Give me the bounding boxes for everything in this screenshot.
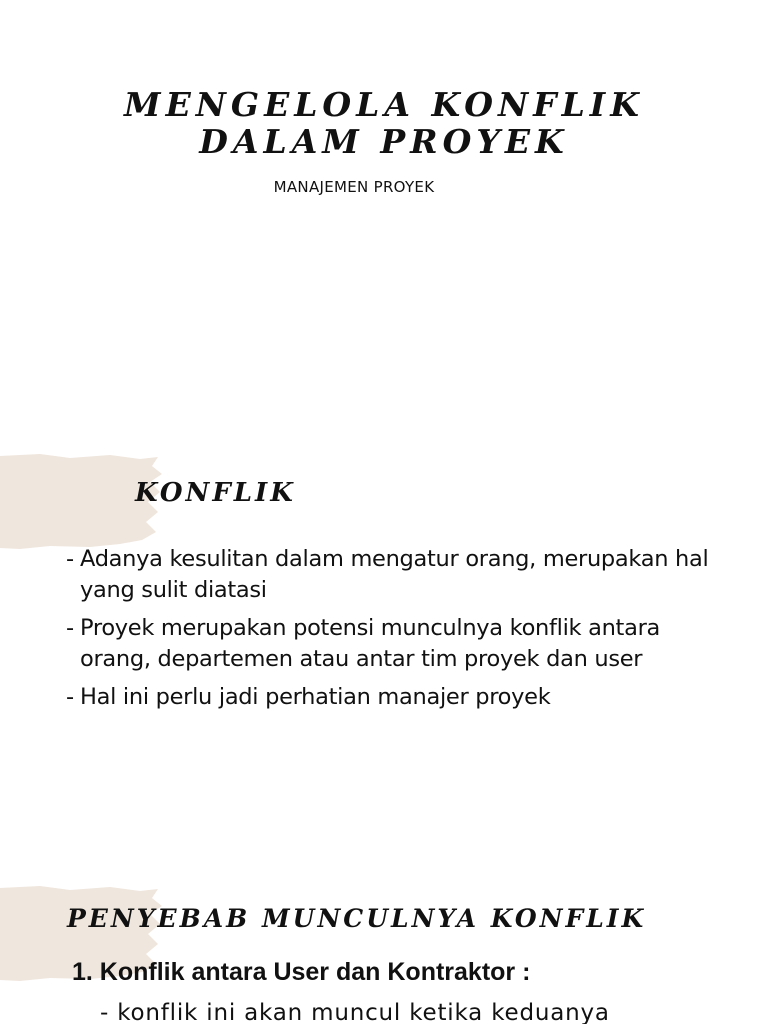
bullet-text: Proyek merupakan potensi munculnya konflik antara orang, departemen atau antar tim proyek dan user xyxy=(80,615,661,672)
point-text: - konflik ini akan muncul ketika keduanya xyxy=(100,1000,610,1024)
konflik-slide xyxy=(0,430,768,860)
bullet-text: Hal ini perlu jadi perhatian manajer proyek xyxy=(80,684,551,710)
point-title: 1. Konflik antara User dan Kontraktor : xyxy=(72,958,531,986)
bullet-text: Adanya kesulitan dalam mengatur orang, merupakan hal yang sulit diatasi xyxy=(80,546,709,603)
bullet-dash: - xyxy=(66,546,74,572)
bullet-list xyxy=(66,544,726,720)
bullet-item xyxy=(66,544,726,606)
bullet-item xyxy=(66,682,726,713)
section-heading: PENYEBAB MUNCULNYA KONFLIK xyxy=(67,904,647,933)
slide-subtitle: MANAJEMEN PROYEK xyxy=(273,178,435,196)
bullet-dash: - xyxy=(66,684,74,710)
slide-title: MENGELOLA KONFLIK DALAM PROYEK xyxy=(124,85,644,161)
section-heading: KONFLIK xyxy=(135,478,296,508)
bullet-dash: - xyxy=(66,615,74,641)
bullet-item xyxy=(66,613,726,675)
title-slide xyxy=(0,0,768,430)
penyebab-slide xyxy=(0,860,768,1024)
